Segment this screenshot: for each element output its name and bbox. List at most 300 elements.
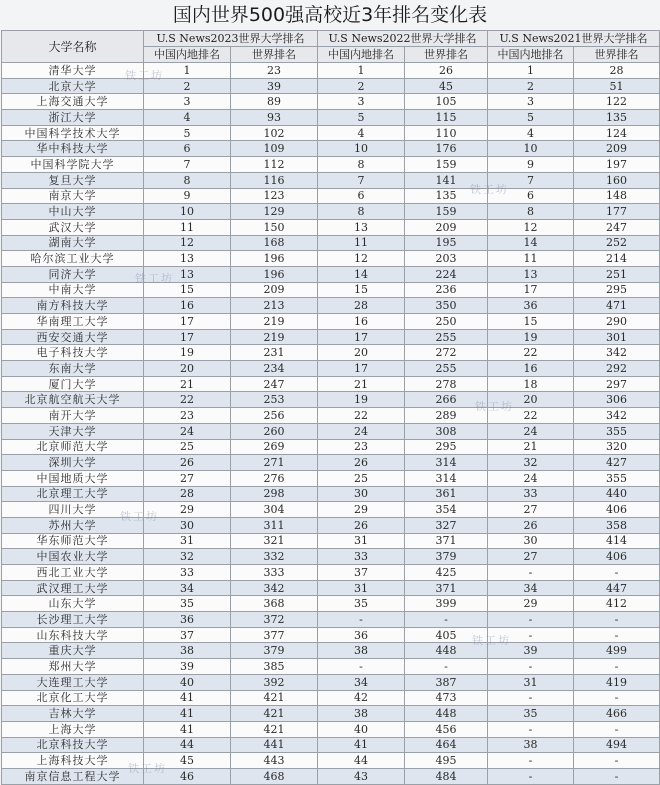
rank-2023-china-cell: 19: [144, 345, 231, 361]
rank-2021-china-cell: 19: [488, 329, 574, 345]
watermark: 铁工坊: [135, 272, 174, 285]
university-name-cell: 中国地质大学: [2, 470, 144, 486]
rank-2023-world-cell: 421: [231, 706, 318, 722]
university-name-cell: 北京航空航天大学: [2, 392, 144, 408]
table-row: [2, 141, 660, 157]
rank-2022-china-cell: 7: [318, 172, 405, 188]
rank-2021-china-cell: 32: [488, 455, 574, 471]
rank-2023-world-cell: 269: [231, 439, 318, 455]
university-name-cell: 电子科技大学: [2, 345, 144, 361]
rank-2022-world-cell: 115: [405, 110, 488, 126]
rank-2022-world-cell: 464: [405, 737, 488, 753]
rank-2023-world-cell: 321: [231, 533, 318, 549]
rank-2022-china-cell: 17: [318, 361, 405, 377]
watermark: 铁工坊: [470, 183, 509, 196]
rank-2021-china-cell: -: [488, 627, 574, 643]
rank-2021-china-cell: -: [488, 690, 574, 706]
rank-2023-world-cell: 385: [231, 659, 318, 675]
rank-2023-china-cell: 44: [144, 737, 231, 753]
rank-2022-china-cell: 31: [318, 580, 405, 596]
rank-2021-world-cell: 406: [574, 549, 660, 565]
rank-2022-world-cell: 371: [405, 580, 488, 596]
university-name-cell: 四川大学: [2, 502, 144, 518]
table-row: [2, 455, 660, 471]
table-row: [2, 737, 660, 753]
rank-2021-world-cell: 306: [574, 392, 660, 408]
table-row: [2, 643, 660, 659]
rank-2022-china-cell: 21: [318, 376, 405, 392]
rank-2021-world-cell: 209: [574, 141, 660, 157]
rank-2021-china-cell: 29: [488, 596, 574, 612]
header-2022-china-rank: 中国内地排名: [318, 47, 405, 63]
university-name-cell: 北京化工大学: [2, 690, 144, 706]
rank-2022-world-cell: 255: [405, 361, 488, 377]
table-row: [2, 392, 660, 408]
rank-2022-world-cell: 361: [405, 486, 488, 502]
rank-2023-world-cell: 116: [231, 172, 318, 188]
table-row: [2, 345, 660, 361]
university-name-cell: 西北工业大学: [2, 565, 144, 581]
rank-2022-world-cell: 266: [405, 392, 488, 408]
table-row: [2, 690, 660, 706]
rank-2021-world-cell: -: [574, 753, 660, 769]
rank-2022-world-cell: 141: [405, 172, 488, 188]
table-row: [2, 659, 660, 675]
rank-2023-world-cell: 150: [231, 219, 318, 235]
rank-2023-world-cell: 260: [231, 423, 318, 439]
rank-2021-world-cell: 414: [574, 533, 660, 549]
table-row: [2, 580, 660, 596]
rank-2022-world-cell: 195: [405, 235, 488, 251]
rank-2021-world-cell: 160: [574, 172, 660, 188]
rank-2021-world-cell: 28: [574, 63, 660, 79]
rank-2023-china-cell: 15: [144, 282, 231, 298]
rank-2021-china-cell: 6: [488, 188, 574, 204]
rank-2021-china-cell: 7: [488, 172, 574, 188]
rank-2023-world-cell: 39: [231, 78, 318, 94]
rank-2021-world-cell: 247: [574, 219, 660, 235]
university-name-cell: 中国科学院大学: [2, 157, 144, 173]
rank-2022-world-cell: -: [405, 612, 488, 628]
university-name-cell: 同济大学: [2, 266, 144, 282]
rank-2023-world-cell: 93: [231, 110, 318, 126]
table-row: [2, 517, 660, 533]
rank-2023-world-cell: 304: [231, 502, 318, 518]
rank-2021-china-cell: 3: [488, 94, 574, 110]
header-2023-world-rank: 世界排名: [231, 47, 318, 63]
rank-2022-world-cell: 473: [405, 690, 488, 706]
rank-2022-world-cell: 255: [405, 329, 488, 345]
table-header: [2, 31, 660, 63]
table-row: [2, 282, 660, 298]
rank-2023-world-cell: 231: [231, 345, 318, 361]
rank-2023-china-cell: 27: [144, 470, 231, 486]
rank-2021-world-cell: 419: [574, 674, 660, 690]
rank-2023-world-cell: 332: [231, 549, 318, 565]
rank-2023-world-cell: 123: [231, 188, 318, 204]
rank-2022-world-cell: 399: [405, 596, 488, 612]
rank-2022-china-cell: 20: [318, 345, 405, 361]
rank-2023-china-cell: 34: [144, 580, 231, 596]
rank-2022-world-cell: 448: [405, 643, 488, 659]
rank-2023-china-cell: 45: [144, 753, 231, 769]
rank-2022-china-cell: 23: [318, 439, 405, 455]
rank-2021-world-cell: 252: [574, 235, 660, 251]
rank-2022-china-cell: 38: [318, 643, 405, 659]
rank-2023-china-cell: 40: [144, 674, 231, 690]
rank-2021-world-cell: -: [574, 768, 660, 784]
rank-2021-world-cell: 471: [574, 298, 660, 314]
rank-2023-china-cell: 39: [144, 659, 231, 675]
rank-2022-world-cell: 354: [405, 502, 488, 518]
table-row: [2, 470, 660, 486]
rank-2023-china-cell: 20: [144, 361, 231, 377]
rank-2023-china-cell: 32: [144, 549, 231, 565]
table-row: [2, 219, 660, 235]
university-name-cell: 上海交通大学: [2, 94, 144, 110]
rank-2023-world-cell: 443: [231, 753, 318, 769]
university-name-cell: 厦门大学: [2, 376, 144, 392]
university-name-cell: 东南大学: [2, 361, 144, 377]
rank-2022-world-cell: 314: [405, 455, 488, 471]
table-row: [2, 753, 660, 769]
table-row: [2, 627, 660, 643]
rank-2023-world-cell: 209: [231, 282, 318, 298]
university-name-cell: 吉林大学: [2, 706, 144, 722]
table-row: [2, 502, 660, 518]
table-row: [2, 768, 660, 784]
rank-2023-china-cell: 13: [144, 251, 231, 267]
rank-2021-china-cell: 1: [488, 63, 574, 79]
rank-2022-china-cell: 35: [318, 596, 405, 612]
rank-2023-china-cell: 9: [144, 188, 231, 204]
rank-2023-world-cell: 112: [231, 157, 318, 173]
rank-2023-china-cell: 1: [144, 63, 231, 79]
rank-2023-world-cell: 256: [231, 408, 318, 424]
rank-2021-china-cell: 27: [488, 502, 574, 518]
rank-2022-world-cell: 45: [405, 78, 488, 94]
rank-2023-world-cell: 102: [231, 125, 318, 141]
table-row: [2, 172, 660, 188]
rank-2023-world-cell: 89: [231, 94, 318, 110]
rank-2022-china-cell: 25: [318, 470, 405, 486]
rank-2022-world-cell: 176: [405, 141, 488, 157]
rank-2021-china-cell: 9: [488, 157, 574, 173]
rank-2023-world-cell: 379: [231, 643, 318, 659]
watermark: 铁工坊: [475, 400, 514, 413]
rank-2021-world-cell: 342: [574, 345, 660, 361]
rank-2021-china-cell: 17: [488, 282, 574, 298]
rank-2022-china-cell: 31: [318, 533, 405, 549]
rank-2022-world-cell: 250: [405, 314, 488, 330]
university-name-cell: 西安交通大学: [2, 329, 144, 345]
rank-2021-world-cell: 466: [574, 706, 660, 722]
rank-2022-china-cell: 2: [318, 78, 405, 94]
page-title: 国内世界500强高校近3年排名变化表: [0, 0, 660, 30]
rank-2023-world-cell: 23: [231, 63, 318, 79]
rank-2022-china-cell: 26: [318, 517, 405, 533]
rank-2022-china-cell: 6: [318, 188, 405, 204]
rank-2022-world-cell: 371: [405, 533, 488, 549]
watermark: 铁工坊: [125, 69, 164, 82]
rank-2022-world-cell: 105: [405, 94, 488, 110]
rank-2021-world-cell: 124: [574, 125, 660, 141]
rank-2022-china-cell: 17: [318, 329, 405, 345]
table-row: [2, 486, 660, 502]
rank-2021-china-cell: 24: [488, 470, 574, 486]
rank-2021-world-cell: -: [574, 721, 660, 737]
table-row: [2, 251, 660, 267]
rank-2023-china-cell: 33: [144, 565, 231, 581]
rank-2021-world-cell: -: [574, 659, 660, 675]
university-name-cell: 中南大学: [2, 282, 144, 298]
rank-2021-world-cell: 292: [574, 361, 660, 377]
rank-2021-china-cell: -: [488, 753, 574, 769]
rank-2023-china-cell: 28: [144, 486, 231, 502]
rank-2023-china-cell: 38: [144, 643, 231, 659]
rank-2022-world-cell: 236: [405, 282, 488, 298]
rank-2022-china-cell: 15: [318, 282, 405, 298]
rank-2022-world-cell: 135: [405, 188, 488, 204]
university-name-cell: 中国科学技术大学: [2, 125, 144, 141]
rank-2021-china-cell: 22: [488, 408, 574, 424]
rank-2022-world-cell: 350: [405, 298, 488, 314]
rank-2021-world-cell: 342: [574, 408, 660, 424]
rank-2021-world-cell: 214: [574, 251, 660, 267]
rank-2022-world-cell: 203: [405, 251, 488, 267]
rank-2023-china-cell: 6: [144, 141, 231, 157]
rank-2022-china-cell: 36: [318, 627, 405, 643]
table-row: [2, 674, 660, 690]
university-name-cell: 山东科技大学: [2, 627, 144, 643]
rank-2021-china-cell: 31: [488, 674, 574, 690]
rank-2022-china-cell: 10: [318, 141, 405, 157]
university-name-cell: 复旦大学: [2, 172, 144, 188]
rank-2023-china-cell: 10: [144, 204, 231, 220]
university-name-cell: 北京师范大学: [2, 439, 144, 455]
rank-2023-china-cell: 41: [144, 721, 231, 737]
rank-2021-world-cell: 355: [574, 423, 660, 439]
university-name-cell: 中国农业大学: [2, 549, 144, 565]
rank-2022-world-cell: 314: [405, 470, 488, 486]
rank-2023-china-cell: 17: [144, 314, 231, 330]
rank-2021-world-cell: 447: [574, 580, 660, 596]
table-row: [2, 204, 660, 220]
table-row: [2, 110, 660, 126]
rank-2021-world-cell: 148: [574, 188, 660, 204]
university-name-cell: 上海大学: [2, 721, 144, 737]
rank-2022-china-cell: 34: [318, 674, 405, 690]
rank-2021-world-cell: 197: [574, 157, 660, 173]
rank-2023-world-cell: 129: [231, 204, 318, 220]
rank-2023-china-cell: 35: [144, 596, 231, 612]
rank-2021-china-cell: -: [488, 565, 574, 581]
table-row: [2, 314, 660, 330]
rank-2022-china-cell: 33: [318, 549, 405, 565]
rank-2022-world-cell: -: [405, 659, 488, 675]
rank-2022-china-cell: 12: [318, 251, 405, 267]
rank-2021-world-cell: 320: [574, 439, 660, 455]
rank-2021-china-cell: -: [488, 659, 574, 675]
table-row: [2, 157, 660, 173]
rank-2021-china-cell: 16: [488, 361, 574, 377]
watermark: 铁工坊: [120, 510, 159, 523]
rank-2021-world-cell: 177: [574, 204, 660, 220]
rank-2023-china-cell: 37: [144, 627, 231, 643]
rank-2021-world-cell: 412: [574, 596, 660, 612]
rank-2022-world-cell: 456: [405, 721, 488, 737]
rank-2021-china-cell: 15: [488, 314, 574, 330]
rank-2021-world-cell: 251: [574, 266, 660, 282]
rank-2022-world-cell: 308: [405, 423, 488, 439]
table-row: [2, 78, 660, 94]
rank-2021-world-cell: 427: [574, 455, 660, 471]
rank-2023-world-cell: 219: [231, 314, 318, 330]
rank-2021-china-cell: 36: [488, 298, 574, 314]
university-name-cell: 华东师范大学: [2, 533, 144, 549]
rank-2023-china-cell: 2: [144, 78, 231, 94]
rank-2023-china-cell: 11: [144, 219, 231, 235]
university-name-cell: 浙江大学: [2, 110, 144, 126]
rank-2022-china-cell: 28: [318, 298, 405, 314]
rank-2021-world-cell: -: [574, 690, 660, 706]
rank-2022-world-cell: 272: [405, 345, 488, 361]
header-2021-world-rank: 世界排名: [574, 47, 660, 63]
rank-2023-china-cell: 12: [144, 235, 231, 251]
rank-2023-world-cell: 196: [231, 266, 318, 282]
rank-2021-china-cell: 12: [488, 219, 574, 235]
university-name-cell: 苏州大学: [2, 517, 144, 533]
table-row: [2, 439, 660, 455]
rank-2023-world-cell: 372: [231, 612, 318, 628]
rank-2023-world-cell: 271: [231, 455, 318, 471]
rank-2022-china-cell: 29: [318, 502, 405, 518]
rank-2021-china-cell: 13: [488, 266, 574, 282]
rank-2022-world-cell: 278: [405, 376, 488, 392]
rank-2021-world-cell: 122: [574, 94, 660, 110]
rank-2023-china-cell: 22: [144, 392, 231, 408]
table-row: [2, 125, 660, 141]
rank-2021-china-cell: 35: [488, 706, 574, 722]
rank-2022-china-cell: 11: [318, 235, 405, 251]
rank-2023-china-cell: 46: [144, 768, 231, 784]
university-name-cell: 南开大学: [2, 408, 144, 424]
university-name-cell: 上海科技大学: [2, 753, 144, 769]
rank-2021-china-cell: 24: [488, 423, 574, 439]
rank-2021-world-cell: 301: [574, 329, 660, 345]
university-name-cell: 北京科技大学: [2, 737, 144, 753]
header-university-name: 大学名称: [2, 31, 144, 63]
header-2023-china-rank: 中国内地排名: [144, 47, 231, 63]
rank-2023-china-cell: 25: [144, 439, 231, 455]
table-row: [2, 706, 660, 722]
university-name-cell: 长沙理工大学: [2, 612, 144, 628]
rank-2023-china-cell: 41: [144, 690, 231, 706]
header-2022-world-rank: 世界排名: [405, 47, 488, 63]
university-name-cell: 北京大学: [2, 78, 144, 94]
rank-2022-china-cell: 37: [318, 565, 405, 581]
rank-2022-china-cell: 42: [318, 690, 405, 706]
rank-2022-china-cell: 8: [318, 157, 405, 173]
rank-2021-world-cell: 355: [574, 470, 660, 486]
rank-2021-world-cell: 406: [574, 502, 660, 518]
rank-2023-china-cell: 5: [144, 125, 231, 141]
header-2021-china-rank: 中国内地排名: [488, 47, 574, 63]
rank-2022-world-cell: 295: [405, 439, 488, 455]
table-row: [2, 361, 660, 377]
rank-2022-world-cell: 26: [405, 63, 488, 79]
rank-2021-china-cell: 22: [488, 345, 574, 361]
rank-2023-china-cell: 3: [144, 94, 231, 110]
rank-2023-china-cell: 7: [144, 157, 231, 173]
rank-2022-world-cell: 209: [405, 219, 488, 235]
rank-2022-china-cell: 19: [318, 392, 405, 408]
rank-2021-world-cell: 440: [574, 486, 660, 502]
table-row: [2, 266, 660, 282]
table-row: [2, 376, 660, 392]
rank-2022-china-cell: 44: [318, 753, 405, 769]
rank-2021-china-cell: 2: [488, 78, 574, 94]
rank-2023-china-cell: 29: [144, 502, 231, 518]
table-row: [2, 721, 660, 737]
rank-2022-china-cell: 13: [318, 219, 405, 235]
rank-2021-world-cell: 494: [574, 737, 660, 753]
rank-2023-china-cell: 31: [144, 533, 231, 549]
rank-2022-world-cell: 289: [405, 408, 488, 424]
rank-2022-china-cell: -: [318, 612, 405, 628]
table-row: [2, 329, 660, 345]
rank-2023-china-cell: 13: [144, 266, 231, 282]
table-row: [2, 63, 660, 79]
rank-2023-china-cell: 4: [144, 110, 231, 126]
rank-2022-world-cell: 159: [405, 204, 488, 220]
rank-2022-world-cell: 448: [405, 706, 488, 722]
university-name-cell: 山东大学: [2, 596, 144, 612]
rank-2021-world-cell: 290: [574, 314, 660, 330]
rank-2022-world-cell: 495: [405, 753, 488, 769]
rank-2022-china-cell: 16: [318, 314, 405, 330]
rank-2021-china-cell: 11: [488, 251, 574, 267]
rank-2022-world-cell: 379: [405, 549, 488, 565]
university-name-cell: 湖南大学: [2, 235, 144, 251]
university-name-cell: 重庆大学: [2, 643, 144, 659]
rank-2021-china-cell: 18: [488, 376, 574, 392]
rank-2021-china-cell: 26: [488, 517, 574, 533]
rank-2022-china-cell: 40: [318, 721, 405, 737]
rank-2021-world-cell: 135: [574, 110, 660, 126]
table-row: [2, 298, 660, 314]
rank-2021-china-cell: 20: [488, 392, 574, 408]
rank-2023-world-cell: 377: [231, 627, 318, 643]
table-row: [2, 565, 660, 581]
rank-2022-china-cell: 24: [318, 423, 405, 439]
table-row: [2, 533, 660, 549]
rank-2022-world-cell: 425: [405, 565, 488, 581]
rank-2023-world-cell: 421: [231, 690, 318, 706]
rank-2021-world-cell: -: [574, 612, 660, 628]
rank-2022-world-cell: 405: [405, 627, 488, 643]
rank-2022-china-cell: 8: [318, 204, 405, 220]
rank-2021-world-cell: 51: [574, 78, 660, 94]
rank-2021-china-cell: 27: [488, 549, 574, 565]
university-name-cell: 大连理工大学: [2, 674, 144, 690]
university-name-cell: 南方科技大学: [2, 298, 144, 314]
rank-2022-china-cell: 41: [318, 737, 405, 753]
university-name-cell: 清华大学: [2, 63, 144, 79]
rank-2022-china-cell: 3: [318, 94, 405, 110]
rank-2021-world-cell: 295: [574, 282, 660, 298]
table-row: [2, 408, 660, 424]
